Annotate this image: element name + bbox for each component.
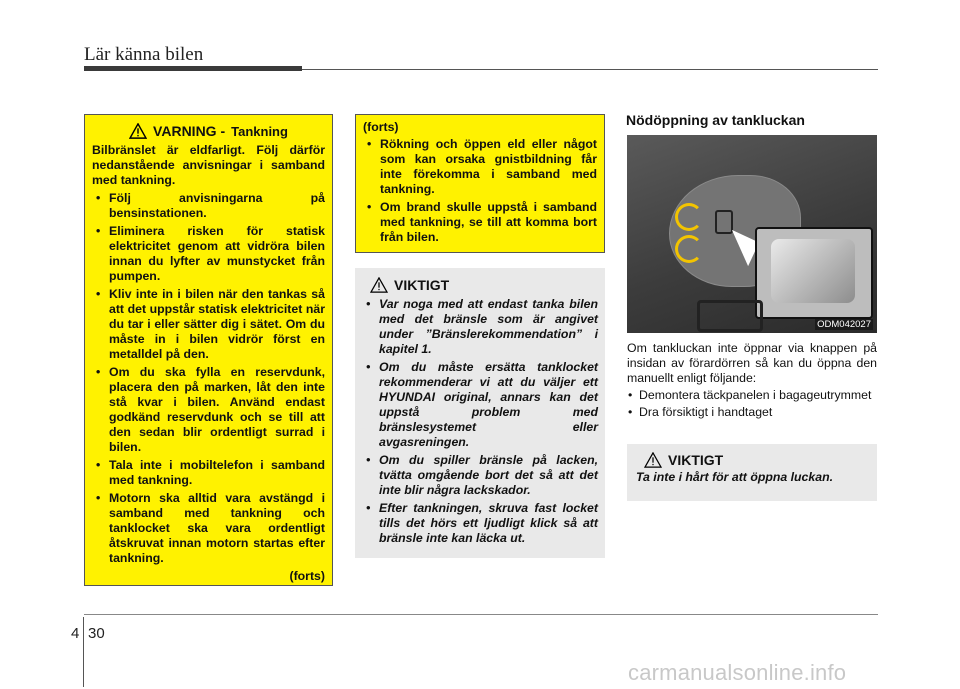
important-list [362,297,598,546]
arrow-icon [675,203,703,231]
warning-title-rest: Tankning [231,123,288,139]
release-handle-inset [755,227,873,319]
list-item: • Följ anvisningarna på bensinstationen. [92,191,325,221]
list-item: • Var noga med att endast tanka bilen med det bränsle som är angivet under ”Bränslerekommendation” i kapitel 1. [362,297,598,357]
warning-box-continued [355,114,605,253]
important-title-text: VIKTIGT [394,277,450,293]
header-title: Lär känna bilen [84,44,204,65]
arrow-icon [675,235,703,263]
warning-title [92,123,325,139]
list-item: • Om du spiller bränsle på lacken, tvätta omgående bort det så att det inte blir några lackskador. [362,453,598,498]
section-body [627,341,877,422]
important-box [355,268,605,558]
list-item: • Demontera täckpanelen i bagageutrymmet [627,388,877,403]
list-item: • Tala inte i mobiltelefon i samband med tankning. [92,458,325,488]
release-handle-detail [771,239,855,303]
important-box-2 [627,444,877,501]
list-item: • Om du ska fylla en reservdunk, placera den på marken, låt den inte stå kvar i bilen. Använd endast godkänd reservdunk och se till att den sedan blir ordentligt surrad i bilen. [92,365,325,455]
section-steps [627,388,877,420]
warning-triangle-icon [644,452,662,468]
important-2-title-text: VIKTIGT [668,452,724,468]
warning-cont-label: (forts) [363,120,399,134]
warning-cont-list [363,137,597,245]
important-title [370,277,598,293]
section-intro: Om tankluckan inte öppnar via knappen på insidan av förardörren så kan du öppna den manuellt enligt följande: [627,341,877,385]
warning-triangle-icon [370,277,388,293]
warning-cont: (forts) [289,569,325,583]
warning-title-strong: VARNING - [153,123,226,139]
vent-shape [697,300,763,332]
footer-divider [83,617,84,687]
list-item: • Om brand skulle uppstå i samband med tankning, se till att komma bort från bilen. [363,200,597,245]
page-number: 30 [88,625,105,642]
header-rule [302,69,878,70]
section-heading: Nödöppning av tankluckan [626,112,805,128]
important-2-title [644,452,868,468]
image-code: ODM042027 [817,319,871,330]
list-item: • Efter tankningen, skruva fast locket tills det hörs ett ljudligt klick så att bränsle inte kan läcka ut. [362,501,598,546]
list-item: • Rökning och öppen eld eller något som kan orsaka gnistbildning får inte förekomma i samband med tankning. [363,137,597,197]
list-item: • Kliv inte in i bilen när den tankas så att det uppstår statisk elektricitet när du tar i eller sätter dig i sätet. Om du måste in i bilen vidrör först en metalldel på den. [92,287,325,362]
chapter-number: 4 [71,625,80,642]
fuel-door-photo [627,135,877,333]
warning-list [92,191,325,566]
list-item: • Om du måste ersätta tanklocket rekommenderar vi att du väljer ett HYUNDAI original, annars kan det uppstå problem med bränslesystemet eller avgasreningen. [362,360,598,450]
warning-triangle-icon [129,123,147,139]
footer-rule [84,614,878,615]
list-item: • Motorn ska alltid vara avstängd i samband med tankning och tanklocket ska vara ordentligt åtskruvat innan motorn startas efter tankning. [92,491,325,566]
list-item: • Dra försiktigt i handtaget [627,405,877,420]
header-bar [84,66,302,71]
warning-box [84,114,333,586]
watermark: carmanualsonline.info [628,660,847,685]
important-2-text: Ta inte i hårt för att öppna luckan. [636,470,833,484]
list-item: • Eliminera risken för statisk elektricitet genom att vidröra bilen innan du lyfter av munstycket från pumpen. [92,224,325,284]
warning-intro: Bilbränslet är eldfarligt. Följ därför nedanstående anvisningar i samband med tankning. [92,143,325,187]
